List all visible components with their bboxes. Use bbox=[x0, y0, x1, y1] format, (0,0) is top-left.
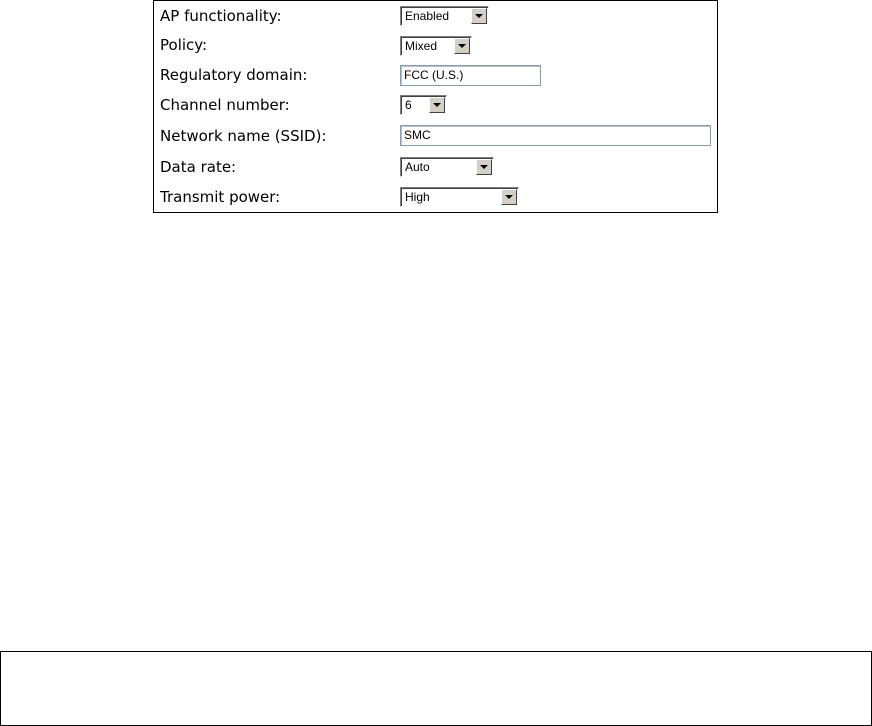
dropdown-arrow-button[interactable] bbox=[501, 189, 517, 205]
channel-number-select[interactable] bbox=[400, 95, 447, 115]
row-ap-functionality bbox=[154, 6, 717, 36]
row-network-name bbox=[154, 125, 717, 155]
dropdown-arrow-button[interactable] bbox=[471, 8, 487, 24]
dropdown-arrow-button[interactable] bbox=[476, 159, 492, 175]
ap-functionality-value: Enabled bbox=[405, 9, 450, 23]
row-policy bbox=[154, 36, 717, 66]
row-regulatory-domain bbox=[154, 65, 717, 95]
chevron-down-icon bbox=[433, 103, 441, 107]
chevron-down-icon bbox=[458, 44, 466, 48]
ap-functionality-select[interactable] bbox=[400, 6, 489, 26]
data-rate-label: Data rate: bbox=[160, 158, 237, 176]
row-data-rate bbox=[154, 156, 717, 186]
empty-note-box bbox=[0, 651, 872, 726]
dropdown-arrow-button[interactable] bbox=[429, 97, 445, 113]
network-name-label: Network name (SSID): bbox=[160, 127, 327, 145]
channel-number-label: Channel number: bbox=[160, 96, 290, 114]
regulatory-domain-field[interactable]: FCC (U.S.) bbox=[400, 65, 541, 86]
channel-number-value: 6 bbox=[405, 98, 412, 112]
policy-label: Policy: bbox=[160, 36, 208, 54]
network-name-field[interactable]: SMC bbox=[400, 125, 711, 146]
wireless-settings-panel bbox=[153, 0, 718, 213]
transmit-power-value: High bbox=[405, 190, 430, 204]
data-rate-select[interactable] bbox=[400, 157, 494, 177]
transmit-power-label: Transmit power: bbox=[160, 188, 281, 206]
row-channel-number bbox=[154, 95, 717, 125]
ap-functionality-label: AP functionality: bbox=[160, 7, 282, 25]
transmit-power-select[interactable] bbox=[400, 187, 519, 207]
regulatory-domain-label: Regulatory domain: bbox=[160, 66, 308, 84]
policy-value: Mixed bbox=[405, 39, 438, 53]
chevron-down-icon bbox=[480, 165, 488, 169]
chevron-down-icon bbox=[505, 195, 513, 199]
policy-select[interactable] bbox=[400, 36, 472, 56]
chevron-down-icon bbox=[475, 14, 483, 18]
dropdown-arrow-button[interactable] bbox=[454, 38, 470, 54]
row-transmit-power bbox=[154, 186, 717, 216]
data-rate-value: Auto bbox=[405, 160, 430, 174]
